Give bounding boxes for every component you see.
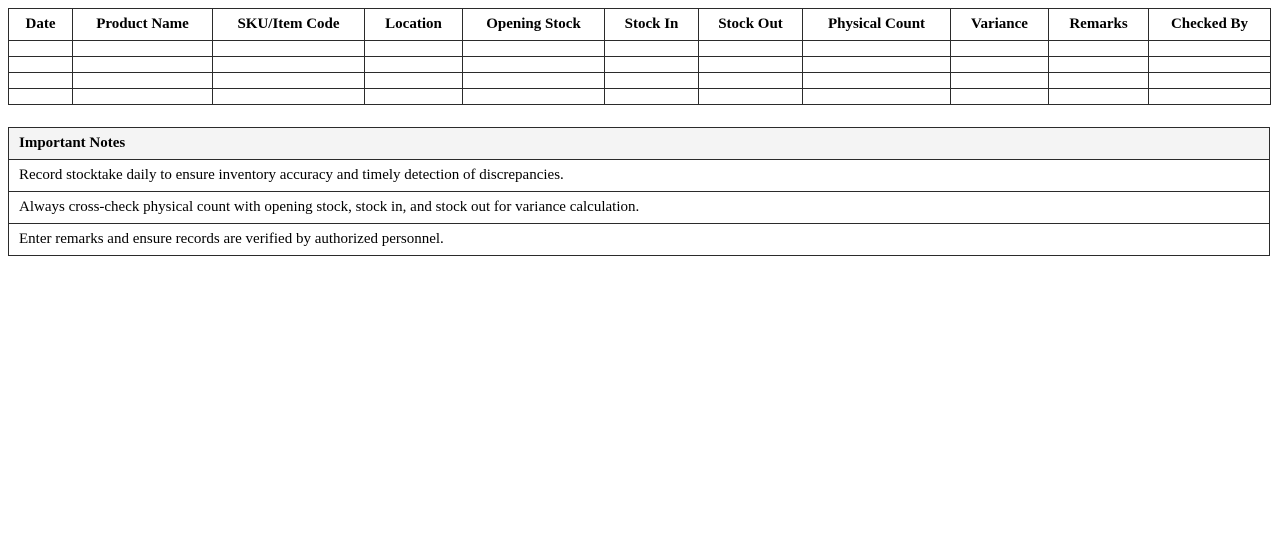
cell-product-name[interactable] xyxy=(73,41,213,57)
cell-stock-in[interactable] xyxy=(605,41,699,57)
cell-remarks[interactable] xyxy=(1049,73,1149,89)
cell-remarks[interactable] xyxy=(1049,89,1149,105)
table-row[interactable] xyxy=(9,41,1271,57)
cell-sku-item-code[interactable] xyxy=(213,57,365,73)
cell-physical-count[interactable] xyxy=(803,41,951,57)
cell-stock-out[interactable] xyxy=(699,73,803,89)
column-header-checked-by: Checked By xyxy=(1149,9,1271,41)
table-row[interactable] xyxy=(9,57,1271,73)
table-header-row xyxy=(9,9,1271,41)
notes-header-row xyxy=(9,128,1270,160)
cell-opening-stock[interactable] xyxy=(463,89,605,105)
cell-physical-count[interactable] xyxy=(803,73,951,89)
column-header-stock-in: Stock In xyxy=(605,9,699,41)
note-text: Enter remarks and ensure records are verified by authorized personnel. xyxy=(9,224,1270,256)
cell-location[interactable] xyxy=(365,57,463,73)
notes-table-body xyxy=(9,160,1270,256)
cell-sku-item-code[interactable] xyxy=(213,73,365,89)
cell-checked-by[interactable] xyxy=(1149,73,1271,89)
important-notes-table xyxy=(8,127,1270,256)
cell-opening-stock[interactable] xyxy=(463,57,605,73)
cell-location[interactable] xyxy=(365,89,463,105)
column-header-stock-out: Stock Out xyxy=(699,9,803,41)
column-header-location: Location xyxy=(365,9,463,41)
table-row[interactable] xyxy=(9,89,1271,105)
cell-sku-item-code[interactable] xyxy=(213,89,365,105)
list-item xyxy=(9,160,1270,192)
stocktake-table-head xyxy=(9,9,1271,41)
cell-date[interactable] xyxy=(9,73,73,89)
column-header-variance: Variance xyxy=(951,9,1049,41)
cell-checked-by[interactable] xyxy=(1149,41,1271,57)
cell-location[interactable] xyxy=(365,73,463,89)
cell-product-name[interactable] xyxy=(73,57,213,73)
cell-stock-out[interactable] xyxy=(699,89,803,105)
column-header-product-name: Product Name xyxy=(73,9,213,41)
cell-sku-item-code[interactable] xyxy=(213,41,365,57)
cell-stock-in[interactable] xyxy=(605,73,699,89)
cell-product-name[interactable] xyxy=(73,89,213,105)
column-header-physical-count: Physical Count xyxy=(803,9,951,41)
cell-variance[interactable] xyxy=(951,57,1049,73)
cell-stock-in[interactable] xyxy=(605,89,699,105)
cell-variance[interactable] xyxy=(951,89,1049,105)
cell-stock-in[interactable] xyxy=(605,57,699,73)
cell-date[interactable] xyxy=(9,89,73,105)
list-item xyxy=(9,192,1270,224)
cell-physical-count[interactable] xyxy=(803,57,951,73)
cell-checked-by[interactable] xyxy=(1149,89,1271,105)
cell-opening-stock[interactable] xyxy=(463,73,605,89)
stocktake-table xyxy=(8,8,1271,105)
column-header-remarks: Remarks xyxy=(1049,9,1149,41)
cell-date[interactable] xyxy=(9,57,73,73)
column-header-sku-item-code: SKU/Item Code xyxy=(213,9,365,41)
cell-checked-by[interactable] xyxy=(1149,57,1271,73)
cell-physical-count[interactable] xyxy=(803,89,951,105)
cell-opening-stock[interactable] xyxy=(463,41,605,57)
notes-table-head xyxy=(9,128,1270,160)
document-page xyxy=(0,0,1278,264)
cell-remarks[interactable] xyxy=(1049,41,1149,57)
table-row[interactable] xyxy=(9,73,1271,89)
stocktake-table-body xyxy=(9,41,1271,105)
cell-product-name[interactable] xyxy=(73,73,213,89)
cell-date[interactable] xyxy=(9,41,73,57)
note-text: Always cross-check physical count with opening stock, stock in, and stock out for variance calculation. xyxy=(9,192,1270,224)
column-header-opening-stock: Opening Stock xyxy=(463,9,605,41)
cell-variance[interactable] xyxy=(951,41,1049,57)
cell-stock-out[interactable] xyxy=(699,57,803,73)
list-item xyxy=(9,224,1270,256)
cell-location[interactable] xyxy=(365,41,463,57)
cell-variance[interactable] xyxy=(951,73,1049,89)
column-header-date: Date xyxy=(9,9,73,41)
cell-remarks[interactable] xyxy=(1049,57,1149,73)
cell-stock-out[interactable] xyxy=(699,41,803,57)
note-text: Record stocktake daily to ensure inventory accuracy and timely detection of discrepancies. xyxy=(9,160,1270,192)
notes-header-label: Important Notes xyxy=(9,128,1270,160)
